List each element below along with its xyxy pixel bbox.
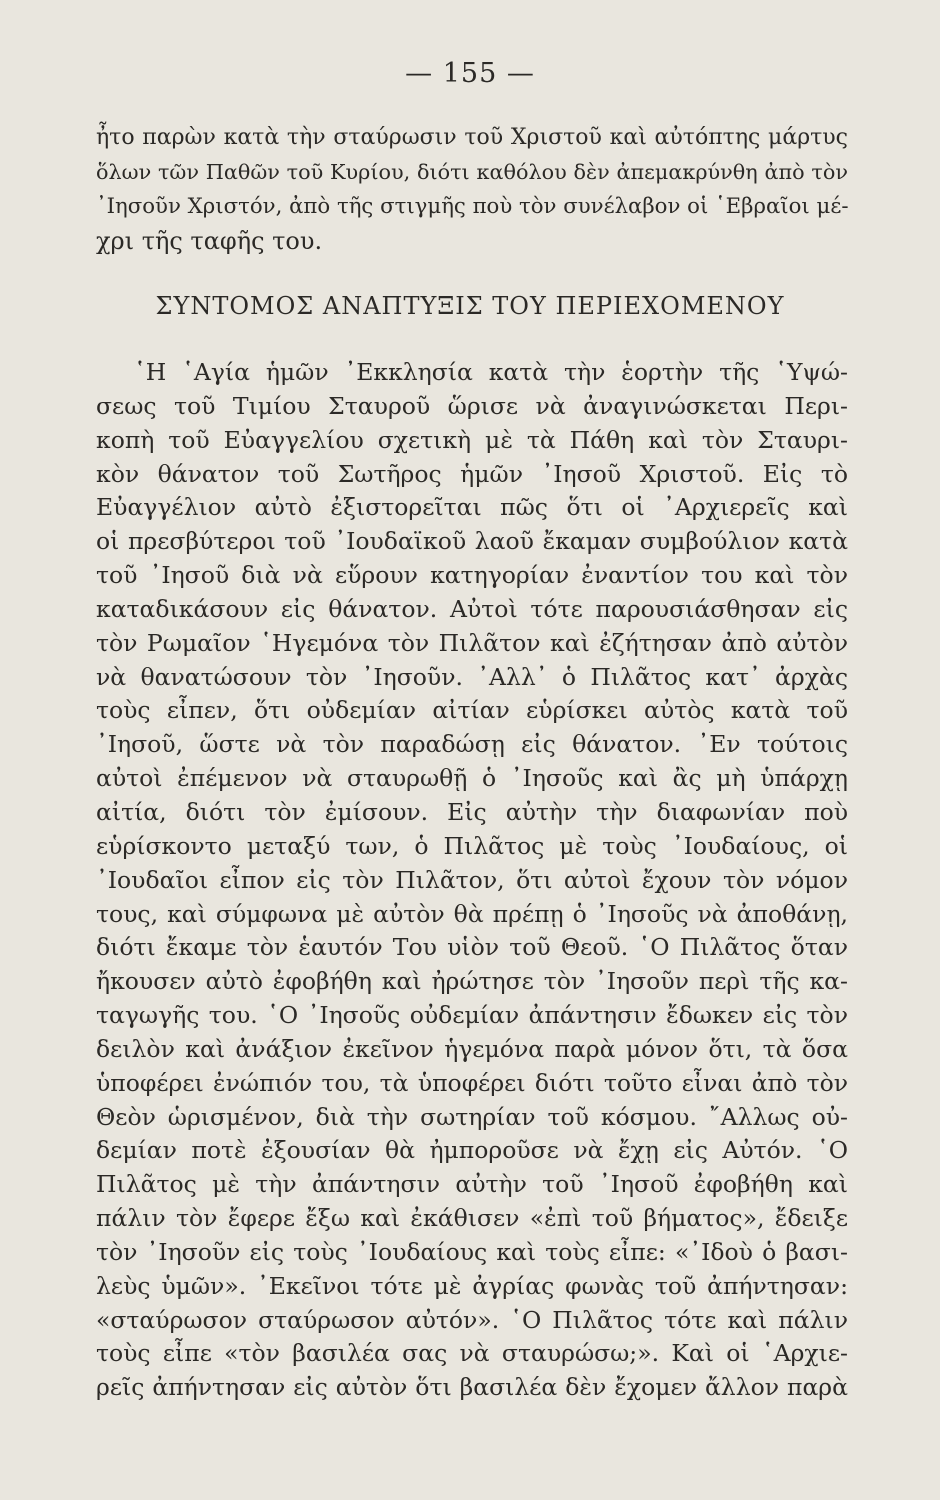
text-line: ᾿Ιησοῦν Χριστόν, ἀπὸ τῆς στιγμῆς ποὺ τὸν συνέλαβον οἱ ῾Εβραῖοι μέ-	[96, 193, 849, 219]
text-line: ἦτο παρὼν κατὰ τὴν σταύρωσιν τοῦ Χριστοῦ καὶ αὐτόπτης μάρτυς	[96, 125, 848, 150]
text-line: σεως τοῦ Τιμίου Σταυροῦ ὥρισε νὰ ἀναγινώσκεται Περι-	[96, 391, 848, 420]
text-line: τους, καὶ σύμφωνα μὲ αὐτὸν θὰ πρέπῃ ὁ ᾿Ιησοῦς νὰ ἀποθάνῃ,	[96, 899, 848, 928]
text-line: ἤκουσεν αὐτὸ ἐφοβήθη καὶ ἠρώτησε τὸν ᾿Ιησοῦν περὶ τῆς κα-	[96, 967, 848, 996]
text-line: τοὺς εἶπεν, ὅτι οὐδεμίαν αἰτίαν εὑρίσκει αὐτὸς κατὰ τοῦ	[96, 696, 848, 725]
text-line: ῾Η ῾Αγία ἡμῶν ᾿Εκκλησία κατὰ τὴν ἑορτὴν τῆς ῾Υψώ-	[134, 358, 848, 386]
text-line: κοπὴ τοῦ Εὐαγγελίου σχετικὴ μὲ τὰ Πάθη καὶ τὸν Σταυρι-	[96, 425, 848, 454]
text-line: αὐτοὶ ἐπέμενον νὰ σταυρωθῇ ὁ ᾿Ιησοῦς καὶ ἂς μὴ ὑπάρχῃ	[96, 764, 848, 793]
text-line: Εὐαγγέλιον αὐτὸ ἐξιστορεῖται πῶς ὅτι οἱ ᾿Αρχιερεῖς καὶ	[96, 493, 848, 522]
text-line: δειλὸν καὶ ἀνάξιον ἐκεῖνον ἡγεμόνα παρὰ μόνον ὅτι, τὰ ὅσα	[96, 1034, 848, 1063]
text-line: ὑποφέρει ἐνώπιόν του, τὰ ὑποφέρει διότι τοῦτο εἶναι ἀπὸ τὸν	[96, 1068, 848, 1097]
page-number: — 155 —	[405, 58, 535, 89]
text-line: λεὺς ὑμῶν». ᾿Εκεῖνοι τότε μὲ ἀγρίας φωνὰς τοῦ ἀπήντησαν:	[96, 1271, 848, 1300]
text-line: «σταύρωσον σταύρωσον αὐτόν». ῾Ο Πιλᾶτος τότε καὶ πάλιν	[96, 1305, 848, 1334]
intro-paragraph	[96, 121, 848, 258]
text-line: τὸν ᾿Ιησοῦν εἰς τοὺς ᾿Ιουδαίους καὶ τοὺς εἶπε: «᾿Ιδοὺ ὁ βασι-	[96, 1237, 848, 1266]
text-line: καταδικάσουν εἰς θάνατον. Αὐτοὶ τότε παρουσιάσθησαν εἰς	[96, 594, 848, 623]
text-line: ρεῖς ἀπήντησαν εἰς αὐτὸν ὅτι βασιλέα δὲν ἔχομεν ἄλλον παρὰ	[96, 1373, 848, 1402]
text-line: νὰ θανατώσουν τὸν ᾿Ιησοῦν. ᾿Αλλ᾿ ὁ Πιλᾶτος κατ᾿ ἀρχὰς	[96, 662, 848, 691]
text-line: αἰτία, διότι τὸν ἐμίσουν. Εἰς αὐτὴν τὴν διαφωνίαν ποὺ	[96, 797, 848, 826]
text-line: χρι τῆς ταφῆς του.	[96, 226, 323, 255]
text-line: διότι ἔκαμε τὸν ἑαυτόν Του υἱὸν τοῦ Θεοῦ. ῾Ο Πιλᾶτος ὅταν	[96, 933, 848, 962]
text-line: Θεὸν ὡρισμένον, διὰ τὴν σωτηρίαν τοῦ κόσμου. ῎Αλλως οὐ-	[96, 1102, 848, 1131]
text-line: τὸν Ρωμαῖον ῾Ηγεμόνα τὸν Πιλᾶτον καὶ ἐζήτησαν ἀπὸ αὐτὸν	[96, 628, 848, 657]
text-line: τοῦ ᾿Ιησοῦ διὰ νὰ εὕρουν κατηγορίαν ἐναντίον του καὶ τὸν	[96, 561, 848, 590]
section-heading: ΣΥΝΤΟΜΟΣ ΑΝΑΠΤΥΞΙΣ ΤΟΥ ΠΕΡΙΕΧΟΜΕΝΟΥ	[155, 292, 785, 320]
text-line: τοὺς εἶπε «τὸν βασιλέα σας νὰ σταυρώσω;». Καὶ οἱ ῾Αρχιε-	[96, 1339, 848, 1368]
text-line: Πιλᾶτος μὲ τὴν ἀπάντησιν αὐτὴν τοῦ ᾿Ιησοῦ ἐφοβήθη καὶ	[96, 1170, 848, 1199]
text-line: ᾿Ιουδαῖοι εἶπον εἰς τὸν Πιλᾶτον, ὅτι αὐτοὶ ἔχουν τὸν νόμον	[96, 865, 848, 894]
text-line: ὅλων τῶν Παθῶν τοῦ Κυρίου, διότι καθόλου δὲν ἀπεμακρύνθη ἀπὸ τὸν	[96, 160, 848, 185]
text-line: ᾿Ιησοῦ, ὥστε νὰ τὸν παραδώσῃ εἰς θάνατον. ᾿Εν τούτοις	[96, 730, 848, 759]
text-line: οἱ πρεσβύτεροι τοῦ ᾿Ιουδαϊκοῦ λαοῦ ἔκαμαν συμβούλιον κατὰ	[96, 527, 848, 556]
text-line: εὑρίσκοντο μεταξύ των, ὁ Πιλᾶτος μὲ τοὺς ᾿Ιουδαίους, οἱ	[96, 831, 848, 860]
section-body	[96, 356, 848, 1405]
text-line: κὸν θάνατον τοῦ Σωτῆρος ἡμῶν ᾿Ιησοῦ Χριστοῦ. Εἰς τὸ	[96, 459, 848, 488]
text-line: δεμίαν ποτὲ ἐξουσίαν θὰ ἠμποροῦσε νὰ ἔχῃ εἰς Αὐτόν. ῾Ο	[96, 1136, 848, 1165]
text-line: πάλιν τὸν ἔφερε ἔξω καὶ ἐκάθισεν «ἐπὶ τοῦ βήματος», ἔδειξε	[96, 1204, 848, 1233]
text-line: ταγωγῆς του. ῾Ο ᾿Ιησοῦς οὐδεμίαν ἀπάντησιν ἔδωκεν εἰς τὸν	[96, 1001, 848, 1030]
